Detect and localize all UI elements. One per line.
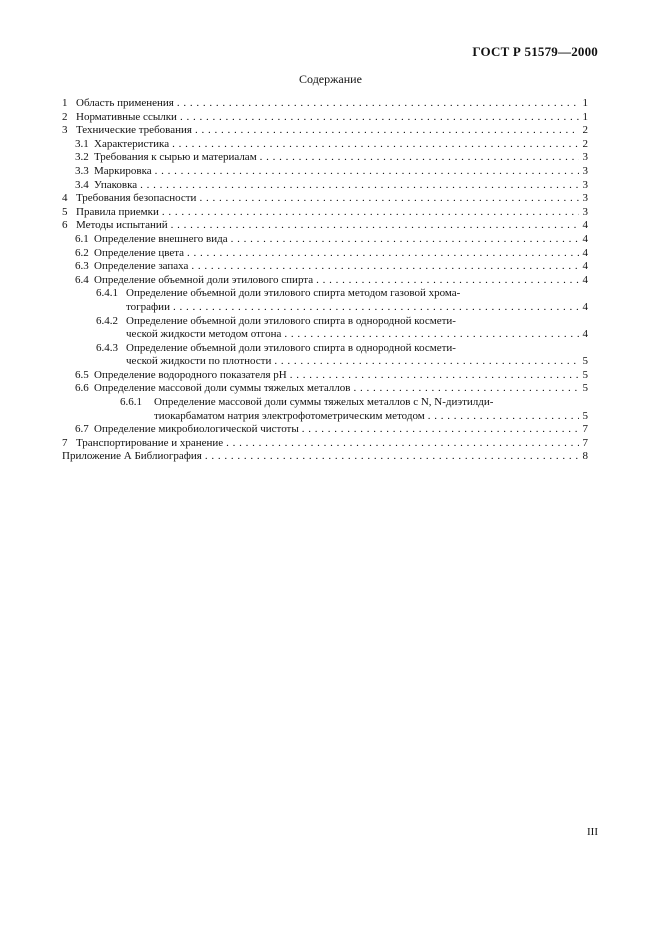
dot-leader: [353, 382, 579, 396]
dot-leader: [187, 247, 579, 261]
dot-leader: [231, 233, 579, 247]
toc-entry-5[interactable]: [62, 206, 588, 220]
document-code: ГОСТ Р 51579—2000: [472, 44, 598, 59]
dot-leader: [140, 179, 579, 193]
toc-entry-page: 3: [582, 192, 588, 205]
toc-entry-text: Область применения: [76, 97, 174, 109]
dot-leader: [173, 301, 579, 315]
page-number: III: [587, 826, 598, 838]
toc-entry-3-3[interactable]: [62, 165, 588, 179]
toc-entry-page: 5: [582, 382, 588, 395]
toc-entry-6-4-2-cont[interactable]: [62, 328, 588, 342]
toc-entry-6[interactable]: [62, 219, 588, 233]
toc-entry-text-line2: тографии: [126, 300, 170, 313]
toc-entry-6-3[interactable]: [62, 260, 588, 274]
dot-leader: [316, 274, 579, 288]
dot-leader: [205, 450, 579, 464]
toc-entry-text: Характеристика: [94, 137, 170, 150]
toc-entry-3-1[interactable]: [62, 138, 588, 152]
toc-entry-page: 7: [582, 423, 588, 436]
toc-entry-text: Определение объемной доли этилового спирта: [94, 273, 314, 286]
dot-leader: [226, 437, 579, 451]
toc-entry-page: 3: [582, 178, 588, 191]
toc-entry-number: 6.6.1: [120, 396, 142, 409]
dot-leader: [177, 97, 579, 111]
toc-entry-6-2[interactable]: [62, 247, 588, 261]
toc-entry-page: 4: [582, 300, 588, 313]
dot-leader: [162, 206, 579, 220]
toc-entry-6-4-3[interactable]: [62, 342, 588, 356]
toc-entry-page: 4: [582, 232, 588, 245]
toc-entry-page: 4: [582, 219, 588, 232]
toc-entry-text: Требования к сырью и материалам: [94, 151, 257, 164]
toc-entry-page: 3: [582, 164, 588, 177]
dot-leader: [180, 111, 579, 125]
toc-entry-text: Определение микробиологической чистоты: [94, 423, 299, 436]
toc-entry-text-line1: Определение объемной доли этилового спирта в однородной космети-: [126, 314, 456, 327]
toc-entry-number: 6.7: [75, 423, 89, 436]
toc-entry-number: 6.4.3: [96, 341, 118, 354]
dot-leader: [172, 138, 579, 152]
toc-entry-text: Маркировка: [94, 164, 152, 177]
toc-entry-number: 6.4: [75, 273, 89, 286]
toc-entry-page: 2: [582, 137, 588, 150]
toc-entry-page: 5: [582, 409, 588, 422]
toc-entry-number: 6.1: [75, 232, 89, 245]
toc-entry-number: 1: [62, 97, 68, 109]
toc-entry-6-4-1-cont[interactable]: [62, 301, 588, 315]
toc-entry-text: Транспортирование и хранение: [76, 436, 224, 449]
dot-leader: [199, 192, 579, 206]
toc-entry-text-line2: ческой жидкости по плотности: [126, 355, 272, 368]
toc-entry-number: 6: [62, 219, 68, 232]
toc-entry-number: 3.3: [75, 164, 89, 177]
toc-entry-text: Определение массовой доли суммы тяжелых металлов: [94, 382, 351, 395]
toc-entry-text-line2: ческой жидкости методом отгона: [126, 328, 282, 341]
toc-entry-number: 3.2: [75, 151, 89, 164]
toc-entry-2[interactable]: [62, 111, 588, 125]
toc-entry-number: 2: [62, 110, 68, 123]
dot-leader: [260, 151, 579, 165]
toc-entry-6-4-3-cont[interactable]: [62, 355, 588, 369]
toc-entry-6-7[interactable]: [62, 423, 588, 437]
toc-entry-number: 3: [62, 124, 68, 137]
toc-entry-text: Правила приемки: [76, 205, 159, 218]
toc-entry-page: 4: [582, 260, 588, 273]
toc-entry-page: 3: [582, 151, 588, 164]
toc-entry-text: Определение внешнего вида: [94, 232, 228, 245]
dot-leader: [428, 410, 579, 424]
toc-entry-text: Приложение А Библиография: [62, 450, 202, 463]
toc-entry-number: 6.6: [75, 382, 89, 395]
toc-entry-page: 4: [582, 273, 588, 286]
toc-entry-text: Требования безопасности: [76, 192, 197, 205]
toc-entry-text: Упаковка: [94, 178, 138, 191]
toc-entry-number: 6.4.2: [96, 314, 118, 327]
toc-entry-page: 8: [582, 450, 588, 463]
toc-entry-text: Определение запаха: [94, 260, 189, 273]
toc-entry-3-4[interactable]: [62, 179, 588, 193]
toc-entry-3-2[interactable]: [62, 151, 588, 165]
toc-entry-page: 3: [582, 205, 588, 218]
toc-entry-number: 6.5: [75, 368, 89, 381]
dot-leader: [191, 260, 579, 274]
toc-entry-6-5[interactable]: [62, 369, 588, 383]
toc-entry-page: 7: [582, 436, 588, 449]
toc-entry-number: 3.1: [75, 137, 89, 150]
toc-entry-page: 5: [582, 368, 588, 381]
toc-entry-page: 1: [582, 97, 588, 109]
toc-entry-page: 4: [582, 246, 588, 259]
toc-entry-text-line1: Определение объемной доли этилового спирта методом газовой хрома-: [126, 287, 461, 300]
toc-entry-6-4[interactable]: [62, 274, 588, 288]
toc-title: Содержание: [299, 72, 362, 86]
dot-leader: [171, 219, 579, 233]
dot-leader: [274, 355, 579, 369]
toc-entry-number: 6.2: [75, 246, 89, 259]
toc-entry-text: Определение водородного показателя рН: [94, 368, 287, 381]
dot-leader: [155, 165, 579, 179]
table-of-contents: [62, 97, 588, 464]
toc-entry-1[interactable]: [62, 97, 588, 111]
toc-entry-text: Методы испытаний: [76, 219, 168, 232]
toc-entry-text-line2: тиокарбаматом натрия электрофотометрическим методом: [154, 409, 425, 422]
dot-leader: [284, 328, 579, 342]
toc-entry-text: Нормативные ссылки: [76, 110, 177, 123]
toc-entry-4[interactable]: [62, 192, 588, 206]
toc-entry-page: 1: [582, 110, 588, 123]
toc-entry-number: 6.3: [75, 260, 89, 273]
toc-entry-3[interactable]: [62, 124, 588, 138]
dot-leader: [302, 423, 579, 437]
toc-entry-number: 4: [62, 192, 68, 205]
toc-entry-text-line1: Определение массовой доли суммы тяжелых металлов с N, N-диэтилди-: [154, 396, 494, 409]
toc-entry-6-4-2[interactable]: [62, 315, 588, 329]
toc-entry-number: 5: [62, 205, 68, 218]
toc-entry-text-line1: Определение объемной доли этилового спирта в однородной космети-: [126, 341, 456, 354]
toc-entry-text: Определение цвета: [94, 246, 185, 259]
toc-entry-7[interactable]: [62, 437, 588, 451]
toc-entry-6-6-1-cont[interactable]: [62, 410, 588, 424]
toc-entry-text: Технические требования: [76, 124, 192, 137]
toc-entry-6-6[interactable]: [62, 382, 588, 396]
dot-leader: [195, 124, 579, 138]
dot-leader: [290, 369, 579, 383]
toc-entry-number: 3.4: [75, 178, 89, 191]
toc-entry-6-6-1[interactable]: [62, 396, 588, 410]
toc-entry-6-4-1[interactable]: [62, 287, 588, 301]
toc-entry-number: 6.4.1: [96, 287, 118, 300]
toc-entry-page: 2: [582, 124, 588, 137]
toc-entry-appendix-a[interactable]: [62, 450, 588, 464]
toc-entry-number: 7: [62, 436, 68, 449]
toc-entry-page: 4: [582, 328, 588, 341]
toc-entry-page: 5: [582, 355, 588, 368]
toc-entry-6-1[interactable]: [62, 233, 588, 247]
